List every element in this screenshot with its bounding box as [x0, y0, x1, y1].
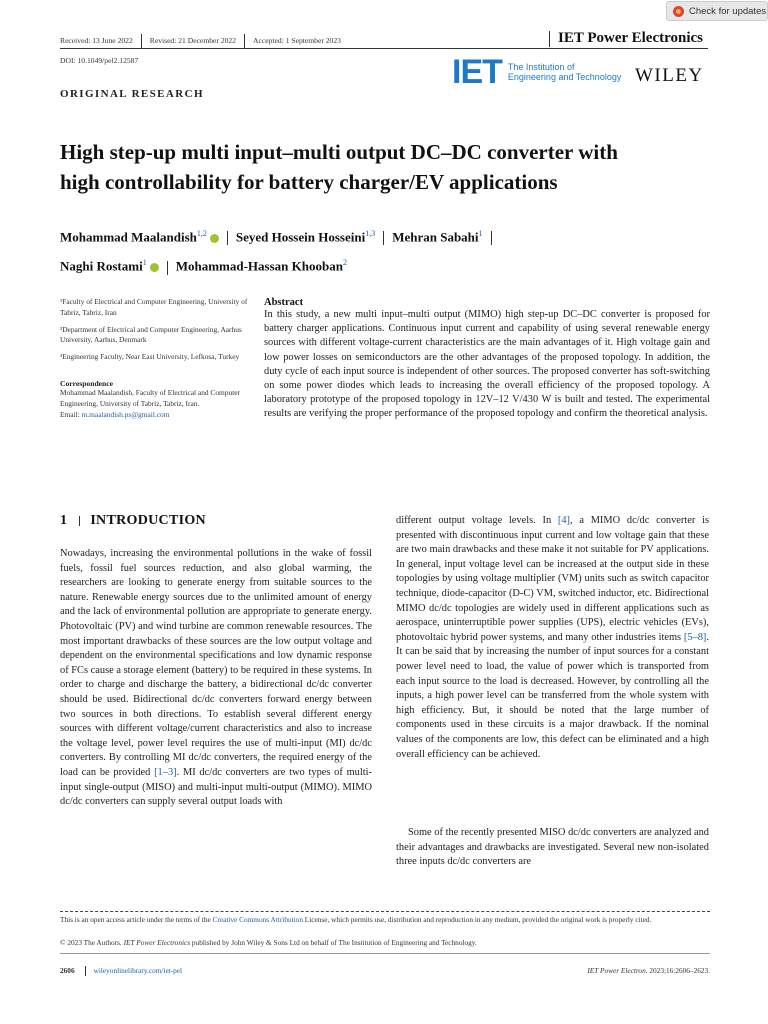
divider — [244, 34, 245, 48]
page-footer-left — [60, 966, 182, 976]
author-affiliation-sup[interactable]: 1 — [142, 258, 147, 268]
doi: DOI: 10.1049/pel2.12587 — [60, 56, 139, 65]
divider — [491, 231, 492, 245]
intro-paragraph-3: Some of the recently presented MISO dc/dc converters are analyzed and their advantages and drawbacks are investigated. Several new non-isolated three inputs dc/dc converters are — [396, 827, 709, 868]
author-affiliation-sup[interactable]: 1 — [478, 229, 483, 238]
divider — [141, 34, 142, 48]
intro-text: Nowadays, increasing the environmental pollutions in the wake of fossil fuels, fossil fuel sources reduction, and also global warming, the researchers are looking to generate energy from suitable sources to the nature. Renewable energy sources due to the unlimited amount of energy and the lack of environmental pollution are appropriate to generate energy. Photovoltaic (PV) and wind turbine are common renewable resources. The most important drawbacks of these sources are the low output voltage and dependent on the environmental specifications and low dynamic response of FCs cause a storage element (battery) to be required in these systems. In order to charge and discharge the battery, a bidirectional dc/dc converter should be used. Bidirectional dc/dc converters forward energy between two sources in both directions. To establish several different energy sources with different voltage/current characteristics and also to increase the voltage level, power level requires the use of multi-input (MI) dc/dc converters. By controlling MI dc/dc converters, the required energy of the load can be provided — [60, 548, 372, 778]
title-line-2: high controllability for battery charger/EV applications — [60, 170, 558, 194]
check-for-updates-label: Check for updates — [689, 5, 767, 17]
affiliation-1: ¹Faculty of Electrical and Computer Engineering, University of Tabriz, Tabriz, Iran — [60, 297, 248, 317]
intro-text: different output voltage levels. In — [396, 515, 558, 526]
orcid-icon[interactable] — [150, 263, 159, 272]
license-link[interactable]: Creative Commons Attribution — [212, 915, 303, 924]
abstract-text: In this study, a new multi input–multi output (MIMO) high step-up DC–DC converter is proposed for battery charger applications. Continuous input current and capability of using several renewable energy sources with different voltage-current characteristics are the main advantages of it. High voltage gain and low power losses on semiconductors are the other advantages of the proposed topology. In addition, the duty cycle of each input source is independent of other sources. The proposed converter has soft-switching on some power diodes which leads to increasing the overall efficiency of the proposed topology. A laboratory prototype of the proposed topology in 12V–12 V/430 W is built and tested. The experimental results are verifying the proper performance of the proposed topology and confirm the theoretical analysis. — [264, 309, 710, 420]
page-number: 2606 — [60, 966, 75, 975]
dates-bar — [60, 34, 341, 48]
intro-paragraph-1 — [60, 547, 372, 810]
copyright-note — [60, 938, 710, 948]
section-heading — [60, 513, 206, 529]
abstract-title: Abstract — [264, 297, 304, 308]
page-footer-right — [587, 966, 710, 976]
journal-name: IET Power Electronics — [558, 30, 703, 46]
citation-link[interactable]: [1–3] — [154, 766, 177, 778]
correspondence-text: Mohammad Maalandish, Faculty of Electrical and Computer Engineering, University of Tabriz, Tabriz, Iran. — [60, 387, 240, 408]
check-for-updates-button[interactable] — [666, 1, 768, 21]
wiley-logo: WILEY — [635, 65, 704, 86]
journal-url-link[interactable]: wileyonlinelibrary.com/iet-pel — [93, 966, 183, 975]
license-text: License, which permits use, distribution and reproduction in any medium, provided the original work is properly cited. — [302, 915, 652, 924]
divider — [79, 516, 80, 526]
abstract — [264, 297, 710, 422]
license-text: This is an open access article under the terms of the — [60, 915, 213, 924]
author-affiliation-sup[interactable]: 1,3 — [365, 229, 376, 238]
article-type: ORIGINAL RESEARCH — [60, 88, 204, 100]
affiliation-2: ²Department of Electrical and Computer Engineering, Aarhus University, Aarhus, Denmark — [60, 324, 242, 345]
citation-link[interactable]: [4] — [557, 515, 571, 526]
citation-journal: IET Power Electron. — [587, 966, 648, 975]
received-date: Received: 13 June 2022 — [60, 35, 133, 45]
affiliations — [60, 297, 248, 426]
email-label: Email: — [60, 409, 82, 419]
footer-rule — [60, 953, 710, 954]
author-name[interactable]: Mehran Sabahi — [392, 229, 479, 245]
divider — [227, 231, 228, 245]
footnote-divider — [60, 911, 710, 912]
divider — [167, 261, 168, 275]
section-title: INTRODUCTION — [90, 513, 206, 528]
author-affiliation-sup[interactable]: 2 — [342, 258, 347, 268]
intro-paragraph-2 — [396, 514, 709, 762]
citation-link[interactable]: [5–8] — [683, 631, 707, 643]
author-name[interactable]: Mohammad Maalandish — [60, 229, 197, 245]
divider — [85, 966, 86, 976]
iet-logo — [452, 53, 622, 91]
section-number: 1 — [60, 513, 68, 528]
email-link[interactable]: m.maalandish.ps@gmail.com — [81, 409, 170, 419]
iet-logo-line1: The Institution of — [507, 62, 575, 72]
iet-logo-line2: Engineering and Technology — [507, 72, 622, 82]
divider — [383, 231, 384, 245]
author-name[interactable]: Naghi Rostami — [60, 258, 143, 274]
divider — [549, 31, 550, 47]
author-affiliation-sup[interactable]: 1,2 — [196, 229, 207, 238]
citation-volume: 2023;16:2606–2623. — [647, 966, 710, 975]
intro-text: . MI dc/dc converters are two types of multi-input single-output (MISO) and multi-input multi-output (MIMO). MIMO dc/dc converters can supply several output loads with — [60, 766, 372, 808]
copyright-journal: IET Power Electronics — [123, 938, 191, 947]
correspondence-email — [60, 410, 248, 421]
copyright-text: published by John Wiley & Sons Ltd on behalf of The Institution of Engineering and Technology. — [190, 938, 477, 947]
orcid-icon[interactable] — [210, 234, 219, 243]
affiliation-3: ³Engineering Faculty, Near East University, Lefkosa, Turkey — [60, 352, 240, 362]
author-list — [60, 221, 720, 280]
intro-text: . It can be said that by increasing the number of input sources for a constant power level need to load, the value of power which is transported from each input source to the load is decreased. However, by controlling all the inputs, a high power level can be transferred from the whole system with high efficiency. But, it should be noted that the large number of components used in these circuits is a major drawback. If the nominal values of the components are low, this defect can be eliminated and a high overall efficiency can be achieved. — [396, 631, 709, 760]
title-line-1: High step-up multi input–multi output DC–DC converter with — [60, 140, 618, 164]
iet-logo-text — [508, 62, 621, 82]
header-rule — [60, 48, 708, 49]
correspondence-title: Correspondence — [60, 378, 114, 388]
iet-logo-letters: IET — [452, 53, 502, 91]
accepted-date: Accepted: 1 September 2023 — [253, 35, 341, 45]
author-name[interactable]: Mohammad-Hassan Khooban — [175, 258, 343, 274]
license-note — [60, 915, 710, 925]
intro-text: , a MIMO dc/dc converter is presented with discontinuous input current and low voltage gain that these are two main drawbacks and these make it not suitable for PV applications. In general, input voltage level can be increased at the output side in these topologies by using voltage multiplier (VM) units such as switch capacitor technique, diode-capacitor (D-C) VM, switched inductor, etc. Bidirectional MIMO dc/dc topologies are widely used in different applications such as aerospace, uninterruptible power supplies (UPS), electric vehicles (EVs), photovoltaic hybrid power systems, and many other industries items — [396, 515, 709, 643]
author-name[interactable]: Seyed Hossein Hosseini — [235, 229, 366, 245]
crossmark-icon — [673, 6, 684, 17]
revised-date: Revised: 21 December 2022 — [149, 35, 237, 45]
article-title — [60, 137, 720, 197]
copyright-text: © 2023 The Authors. — [60, 938, 124, 947]
